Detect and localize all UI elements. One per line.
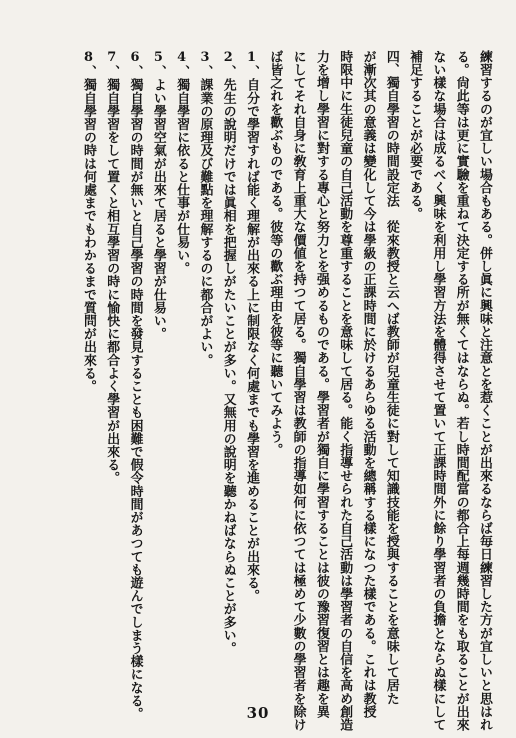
reason-text: 獨自學習をして置くと相互學習の時に愉快に都合よく學習が出來る。 bbox=[104, 78, 120, 485]
reason-number: 3、 bbox=[197, 50, 213, 79]
paragraph-line: 補足することが必要である。 bbox=[407, 50, 423, 221]
reason-text: 獨自學習の時間が無いと自己學習の時間を發見することも困難で假令時間があつても遊んでしまう樣になる。 bbox=[127, 78, 143, 721]
reason-item-8 bbox=[77, 50, 100, 680]
reason-item-5 bbox=[147, 50, 170, 680]
section-body-line: ば皆之れを歡ぶものである。彼等の歡ぶ理由を彼等に聽いてみよう。 bbox=[267, 50, 283, 457]
reason-number: 8、 bbox=[80, 50, 96, 79]
section-body-line: 時限中に生徒兒童の自己活動を尊重することを意味して居る。能く指導せられた自己活動は學習者の自信を高め創造 bbox=[337, 50, 353, 732]
section-body-line: にしてそれ自身に敎育上重大な價値を持つて居る。獨自學習は教師の指導如何に依つては極めて少數の學習者を除け bbox=[290, 50, 306, 732]
section-body-line: が漸次其の意義は變化して今は學級の正課時間に於けるあらゆる活動を總稱する樣になつた樣である。これは教授 bbox=[360, 50, 376, 719]
reason-number: 1、 bbox=[244, 50, 260, 79]
reason-item-2 bbox=[216, 50, 239, 680]
reason-number: 7、 bbox=[104, 50, 120, 79]
paragraph-line: る。尙此等は更に實驗を重ねて決定する所が無くてはならぬ。若し時間配當の都合上每週幾時間をも取ることが出來 bbox=[453, 50, 469, 732]
reason-text: 獨自學習の時は何處までもわかるまで質問が出來る。 bbox=[80, 78, 96, 393]
reason-item-4 bbox=[170, 50, 193, 680]
section-title: 獨自學習の時間設定法 bbox=[383, 76, 399, 208]
reason-text: 獨自學習に依ると仕事が仕易い。 bbox=[174, 78, 190, 275]
reason-number: 6、 bbox=[127, 50, 143, 79]
section-number: 四、 bbox=[383, 50, 399, 77]
paragraph-line: 練習するのが宜しい場合もある。併し眞に興味と注意とを惹くことが出來るならば毎日練習した方が宜しいと思はれ bbox=[477, 50, 492, 732]
section-body-line: 力を增し學習に對する專心と努力とを强めるものである。學習者が獨自に學習することは彼の豫習復習とは趣を異 bbox=[313, 50, 329, 719]
reason-number: 5、 bbox=[150, 50, 166, 79]
paragraph-line: ない樣な場合は成るべく興味を利用し學習方法を體得させて置いて正課時間外に餘り學習者の負擔とならぬ樣にして bbox=[430, 50, 446, 732]
reason-item-7 bbox=[100, 50, 123, 680]
reason-number: 2、 bbox=[220, 50, 236, 79]
reason-text: 課業の原理及び難點を理解するのに都合がよい。 bbox=[197, 78, 213, 367]
reason-item-6 bbox=[123, 50, 146, 721]
reason-text: 自分で學習すれば能く理解が出來る上に制限なく何處までも學習を進めることが出來る。 bbox=[244, 78, 260, 603]
reason-item-1 bbox=[240, 50, 263, 680]
reason-number: 4、 bbox=[174, 50, 190, 79]
reason-item-3 bbox=[193, 50, 216, 680]
reason-text: よい學習空氣が出來て居ると學習が仕易い。 bbox=[150, 78, 166, 341]
section-first-line: 從來教授と云へば教師が兒童生徒に對して知識技能を授與することを意味して居た bbox=[383, 207, 399, 706]
section-heading-line bbox=[380, 50, 403, 706]
reason-text: 先生の說明だけでは眞相を把握しがたいことが多い。又無用の說明を聽かねばならぬことが多い。 bbox=[220, 78, 236, 655]
page-number: 30 bbox=[246, 704, 270, 722]
